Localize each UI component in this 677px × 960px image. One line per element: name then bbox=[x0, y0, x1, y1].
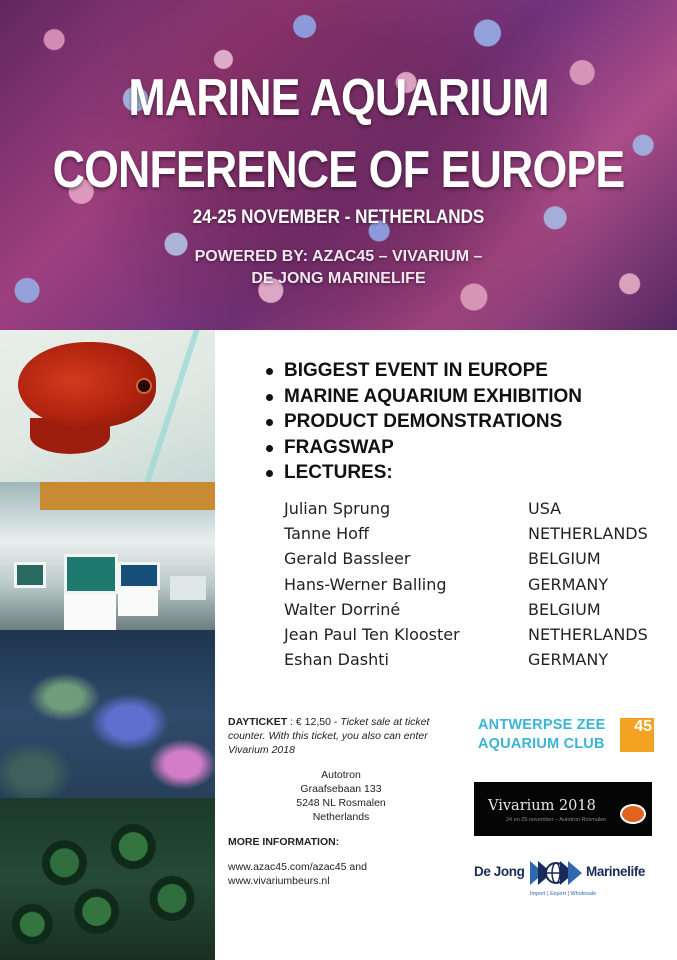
aquarium-cabinet bbox=[64, 594, 116, 630]
coral-reef-photo bbox=[0, 630, 215, 798]
aquarium-cabinet bbox=[118, 586, 158, 616]
lecturer-row bbox=[284, 496, 664, 521]
azac-badge-number: 45 bbox=[634, 718, 652, 735]
lecturer-country: USA bbox=[528, 499, 562, 518]
ticket-price: : € 12,50 - bbox=[287, 716, 341, 728]
azac-logo-line-2: AQUARIUM CLUB bbox=[478, 736, 605, 752]
lecturer-country: NETHERLANDS bbox=[528, 524, 648, 544]
highlight-item: LECTURES: bbox=[264, 460, 582, 486]
ticket-label: DAYTICKET bbox=[228, 716, 288, 728]
vivarium-logo bbox=[474, 782, 652, 836]
lecturer-name: Walter Dorriné bbox=[284, 599, 401, 619]
lecturer-row bbox=[284, 647, 664, 672]
title-line-2: CONFERENCE OF EUROPE bbox=[52, 141, 625, 199]
lecturer-name: Hans-Werner Balling bbox=[284, 574, 447, 594]
brain-coral-photo bbox=[0, 798, 215, 960]
lecturer-country: GERMANY bbox=[528, 650, 609, 670]
dejong-marinelife-logo bbox=[474, 858, 654, 904]
lecturer-name: Eshan Dashti bbox=[284, 650, 389, 670]
address-line: Graafsebaan 133 bbox=[300, 783, 382, 795]
vivarium-logo-subtitle: 24 en 25 november – Autotron Rosmalen bbox=[506, 817, 607, 823]
powered-by-line-2: DE JONG MARINELIFE bbox=[251, 270, 426, 287]
exhibition-hall-photo bbox=[0, 482, 215, 630]
lecturer-list bbox=[284, 496, 664, 672]
lecturer-row bbox=[284, 521, 664, 546]
lecturer-row bbox=[284, 622, 664, 647]
azac-badge bbox=[620, 718, 654, 752]
lecturer-country: GERMANY bbox=[528, 574, 609, 594]
lecturer-name: Jean Paul Ten Klooster bbox=[284, 624, 460, 644]
clownfish-icon bbox=[620, 804, 646, 824]
dejong-logo-left: De Jong bbox=[474, 864, 525, 879]
ticket-note: Ticket sale at ticket counter. With this ticket, you also can enter Vivarium 2018 bbox=[228, 716, 430, 756]
powered-by bbox=[0, 246, 677, 290]
vivarium-logo-text: Vivarium 2018 bbox=[488, 798, 596, 814]
fish-eye bbox=[136, 378, 152, 394]
aquarium-tank bbox=[14, 562, 46, 588]
lecturer-country: BELGIUM bbox=[528, 599, 601, 619]
hall-roof bbox=[40, 482, 215, 510]
azac-logo bbox=[474, 716, 654, 758]
aquarium-glass bbox=[144, 330, 199, 482]
more-info-heading: MORE INFORMATION: bbox=[228, 836, 340, 848]
event-date: 24-25 NOVEMBER - NETHERLANDS bbox=[192, 207, 485, 228]
lecturer-country: BELGIUM bbox=[528, 549, 601, 569]
hero-banner bbox=[0, 0, 677, 330]
highlights-list bbox=[264, 358, 582, 486]
lecturer-country: NETHERLANDS bbox=[528, 624, 648, 644]
powered-by-line-1: POWERED BY: AZAC45 – VIVARIUM – bbox=[194, 248, 483, 265]
more-info-links[interactable]: www.azac45.com/azac45 and www.vivariumbeurs.nl bbox=[228, 861, 367, 887]
dejong-tagline: Import | Export | Wholesale bbox=[530, 891, 597, 897]
venue-address bbox=[228, 768, 454, 824]
fish-photo bbox=[0, 330, 215, 482]
lecturer-name: Julian Sprung bbox=[284, 499, 391, 518]
title-line-1: MARINE AQUARIUM bbox=[128, 69, 549, 127]
address-line: Autotron bbox=[321, 769, 361, 781]
lecturer-row bbox=[284, 572, 664, 597]
globe-arrows-icon bbox=[530, 858, 582, 888]
ticket-info bbox=[228, 715, 454, 757]
lecturer-row bbox=[284, 597, 664, 622]
aquarium-cabinet bbox=[170, 576, 206, 600]
address-line: Netherlands bbox=[312, 811, 370, 823]
lecturer-name: Tanne Hoff bbox=[284, 524, 369, 544]
highlight-item: FRAGSWAP bbox=[264, 435, 582, 461]
dejong-logo-right: Marinelife bbox=[586, 864, 646, 879]
highlight-item: MARINE AQUARIUM EXHIBITION bbox=[264, 384, 582, 410]
aquarium-tank bbox=[64, 554, 118, 594]
lecturer-name: Gerald Bassleer bbox=[284, 549, 411, 569]
lecturer-row bbox=[284, 546, 664, 571]
highlight-item: PRODUCT DEMONSTRATIONS bbox=[264, 409, 582, 435]
azac-logo-line-1: ANTWERPSE ZEE bbox=[478, 717, 606, 733]
address-line: 5248 NL Rosmalen bbox=[296, 797, 386, 809]
highlight-item: BIGGEST EVENT IN EUROPE bbox=[264, 358, 582, 384]
